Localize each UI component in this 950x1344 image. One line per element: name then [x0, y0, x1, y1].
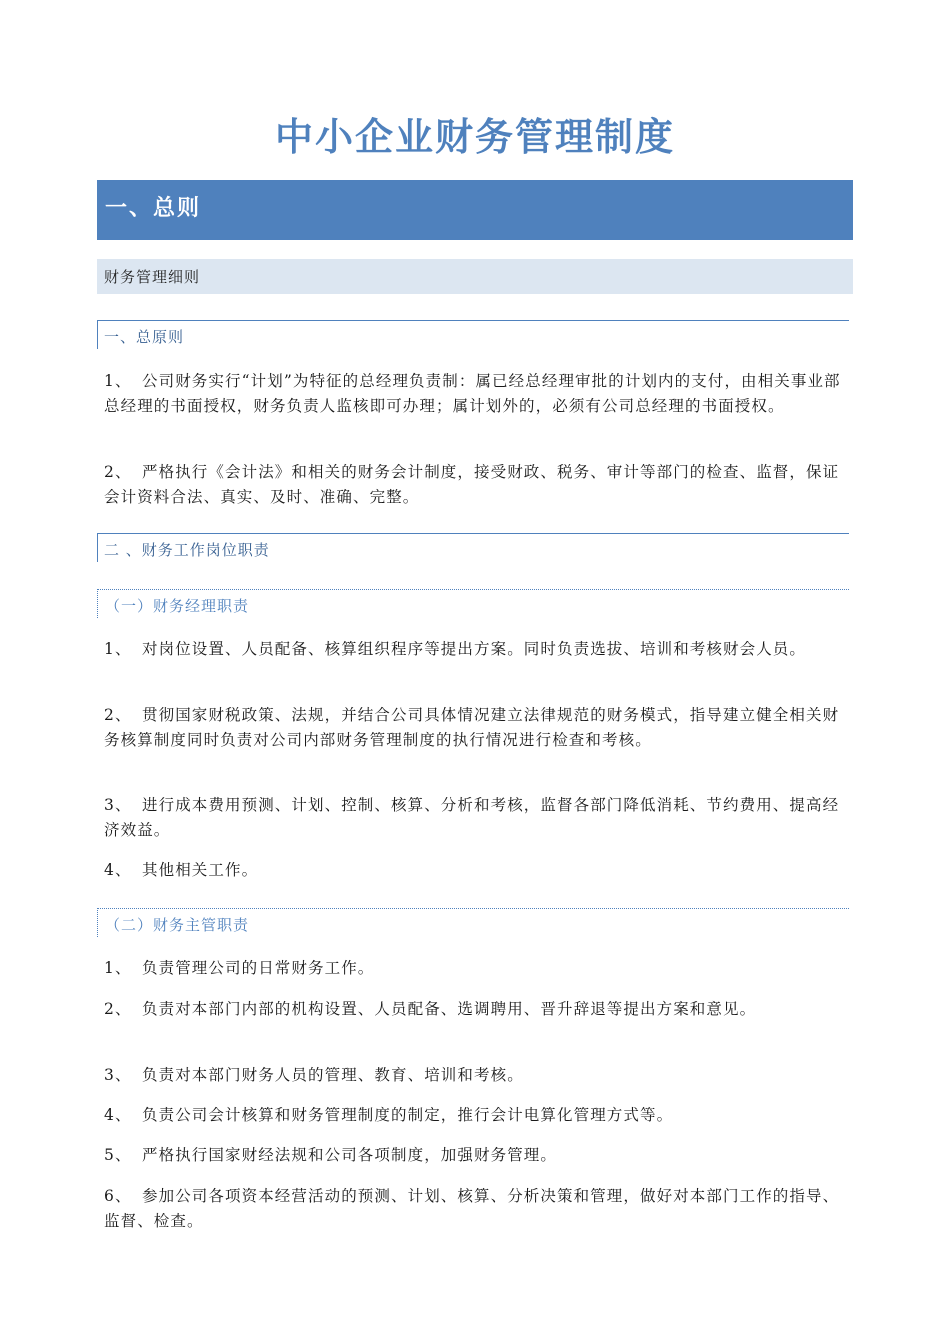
item-number: 3、 — [104, 1066, 132, 1084]
heading-finance-supervisor — [97, 908, 849, 937]
heading-finance-manager — [97, 589, 849, 618]
item-number: 4、 — [104, 861, 132, 879]
item-number: 1、 — [104, 372, 132, 390]
item-text: 严格执行《会计法》和相关的财务会计制度，接受财政、税务、审计等部门的检查、监督，保证会计资料合法、真实、及时、准确、完整。 — [104, 463, 840, 506]
subtitle-bar — [97, 259, 853, 294]
paragraph-item — [104, 1143, 846, 1168]
item-text: 公司财务实行“计划”为特征的总经理负责制：属已经总经理审批的计划内的支付，由相关事业部总经理的书面授权，财务负责人监核即可办理；属计划外的，必须有公司总经理的书面授权。 — [104, 372, 841, 415]
item-number: 2、 — [104, 463, 132, 481]
document-title: 中小企业财务管理制度 — [274, 114, 675, 159]
item-text: 负责公司会计核算和财务管理制度的制定，推行会计电算化管理方式等。 — [142, 1106, 674, 1124]
item-number: 5、 — [104, 1146, 132, 1164]
subtitle-text: 财务管理细则 — [104, 268, 201, 286]
paragraph-item — [104, 793, 846, 843]
item-text: 参加公司各项资本经营活动的预测、计划、核算、分析决策和管理，做好对本部门工作的指导、监督、检查。 — [104, 1187, 840, 1230]
item-text: 严格执行国家财经法规和公司各项制度，加强财务管理。 — [142, 1146, 558, 1164]
heading-text: （二）财务主管职责 — [105, 916, 250, 934]
paragraph-item — [104, 858, 846, 883]
item-number: 2、 — [104, 1000, 132, 1018]
heading-text: 一、总原则 — [104, 328, 185, 346]
paragraph-item — [104, 1184, 846, 1234]
item-number: 1、 — [104, 640, 132, 658]
item-number: 6、 — [104, 1187, 132, 1205]
item-number: 4、 — [104, 1106, 132, 1124]
item-number: 3、 — [104, 796, 132, 814]
item-number: 2、 — [104, 706, 132, 724]
paragraph-item — [104, 637, 846, 662]
item-text: 负责对本部门内部的机构设置、人员配备、选调聘用、晋升辞退等提出方案和意见。 — [142, 1000, 757, 1018]
heading-text: （一）财务经理职责 — [105, 597, 250, 615]
heading-general-principles — [97, 320, 849, 349]
heading-text: 二 、财务工作岗位职责 — [104, 541, 270, 559]
paragraph-item — [104, 703, 846, 753]
item-text: 贯彻国家财税政策、法规，并结合公司具体情况建立法律规范的财务模式，指导建立健全相关财务核算制度同时负责对公司内部财务管理制度的执行情况进行检查和考核。 — [104, 706, 840, 749]
paragraph-item — [104, 1103, 846, 1128]
item-text: 对岗位设置、人员配备、核算组织程序等提出方案。同时负责选拔、培训和考核财会人员。 — [142, 640, 807, 658]
paragraph-item — [104, 997, 846, 1022]
section-banner — [97, 180, 853, 240]
paragraph-item — [104, 1063, 846, 1088]
heading-job-duties — [97, 533, 849, 562]
paragraph-item — [104, 956, 846, 981]
item-text: 进行成本费用预测、计划、控制、核算、分析和考核，监督各部门降低消耗、节约费用、提高经济效益。 — [104, 796, 840, 839]
paragraph-item — [104, 369, 846, 419]
item-number: 1、 — [104, 959, 132, 977]
item-text: 负责对本部门财务人员的管理、教育、培训和考核。 — [142, 1066, 524, 1084]
item-text: 负责管理公司的日常财务工作。 — [142, 959, 375, 977]
paragraph-item — [104, 460, 846, 510]
item-text: 其他相关工作。 — [142, 861, 259, 879]
section-heading: 一、总则 — [105, 196, 202, 221]
